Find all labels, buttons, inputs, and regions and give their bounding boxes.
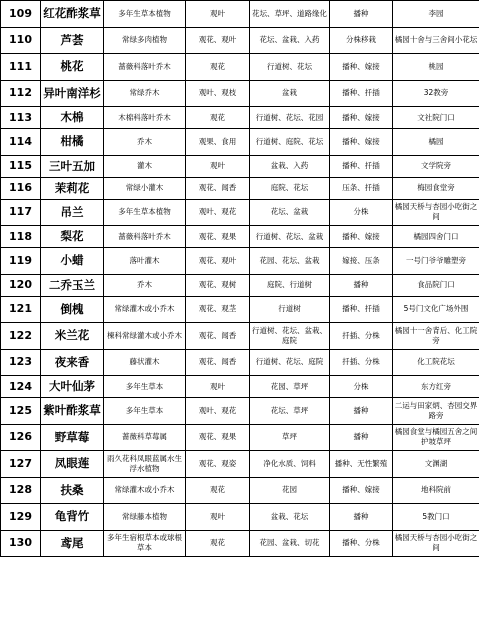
row-number: 122 [1,323,41,350]
plant-use: 盆栽 [250,80,330,107]
table-row [1,54,479,81]
plant-use: 花园、草坪 [250,376,330,398]
plant-location: 化工院花坛 [393,349,479,376]
plant-habit: 灌木 [104,155,186,177]
plant-name: 紫叶酢浆草 [41,398,104,425]
plant-use: 庭院、行道树 [250,274,330,296]
row-number: 115 [1,155,41,177]
row-number: 124 [1,376,41,398]
table-row [1,129,479,156]
plant-habit: 藤状灌木 [104,349,186,376]
plant-name: 米兰花 [41,323,104,350]
plant-use: 花园 [250,477,330,504]
plant-feature: 观花、观姿 [186,451,250,478]
plant-location: 文学院旁 [393,155,479,177]
table-row [1,155,479,177]
plant-habit: 乔木 [104,274,186,296]
plant-name: 红花酢浆草 [41,1,104,28]
table-row [1,504,479,531]
plant-name: 鸢尾 [41,530,104,557]
table-body [1,1,479,557]
plant-propagation: 播种 [330,398,393,425]
plant-use: 庭院、花坛 [250,177,330,199]
row-number: 125 [1,398,41,425]
plant-habit: 多年生草本 [104,398,186,425]
plant-name: 大叶仙茅 [41,376,104,398]
row-number: 129 [1,504,41,531]
row-number: 118 [1,226,41,248]
plant-habit: 乔木 [104,129,186,156]
plant-feature: 观花 [186,477,250,504]
plant-feature: 观叶、观花 [186,398,250,425]
plant-habit: 木棉科落叶乔木 [104,107,186,129]
table-row [1,274,479,296]
row-number: 116 [1,177,41,199]
plant-habit: 常绿藤本植物 [104,504,186,531]
plant-propagation: 分株 [330,199,393,226]
table-row [1,323,479,350]
plant-location: 东方红旁 [393,376,479,398]
row-number: 127 [1,451,41,478]
row-number: 128 [1,477,41,504]
plant-name: 异叶南洋杉 [41,80,104,107]
plant-propagation: 播种 [330,274,393,296]
plant-use: 花坛、盆栽、入药 [250,27,330,54]
plant-use: 花园、花坛、盆栽 [250,248,330,275]
plant-use: 花坛、草坪、道路缘化 [250,1,330,28]
row-number: 117 [1,199,41,226]
plant-habit: 常绿灌木或小乔木 [104,296,186,323]
plant-habit: 常绿灌木或小乔木 [104,477,186,504]
plant-name: 桃花 [41,54,104,81]
plant-use: 行道树、花坛、花园 [250,107,330,129]
plant-location: 文社院门口 [393,107,479,129]
plant-feature: 观叶、观枝 [186,80,250,107]
plant-location: 橘园天桥与杏园小吃街之间 [393,530,479,557]
plant-name: 茉莉花 [41,177,104,199]
plant-feature: 观花 [186,54,250,81]
table-row [1,349,479,376]
plant-habit: 落叶灌木 [104,248,186,275]
plant-feature: 观叶、观花 [186,199,250,226]
table-row [1,296,479,323]
plant-feature: 观花、观茎 [186,296,250,323]
plant-feature: 观果、食用 [186,129,250,156]
plant-propagation: 播种、无性繁殖 [330,451,393,478]
plant-location: 梅园食堂旁 [393,177,479,199]
plant-use: 净化水质、饲料 [250,451,330,478]
plant-name: 夜来香 [41,349,104,376]
plant-name: 柑橘 [41,129,104,156]
row-number: 121 [1,296,41,323]
plant-habit: 蔷薇科草莓属 [104,424,186,451]
row-number: 110 [1,27,41,54]
plant-location: 李园 [393,1,479,28]
plant-habit: 多年生宿根草本或球根草本 [104,530,186,557]
plant-habit: 多年生草本 [104,376,186,398]
plant-propagation: 扦插、分株 [330,349,393,376]
plant-feature: 观花、观叶 [186,27,250,54]
plant-use: 行道树、庭院、花坛 [250,129,330,156]
plant-feature: 观叶 [186,155,250,177]
row-number: 114 [1,129,41,156]
table-row [1,451,479,478]
plant-location: 橘园四舍门口 [393,226,479,248]
plant-propagation: 播种、嫁接 [330,54,393,81]
plant-location: 文渊湖 [393,451,479,478]
plant-name: 二乔玉兰 [41,274,104,296]
row-number: 126 [1,424,41,451]
plant-location: 5号门文化广场外围 [393,296,479,323]
plant-use: 花坛、草坪 [250,398,330,425]
plant-propagation: 扦插、分株 [330,323,393,350]
plant-propagation: 播种、扦插 [330,296,393,323]
plant-location: 食品院门口 [393,274,479,296]
table-row [1,376,479,398]
plant-feature: 观叶 [186,504,250,531]
plant-use: 花园、盆栽、切花 [250,530,330,557]
table-row [1,477,479,504]
plant-name: 倒槐 [41,296,104,323]
plant-habit: 蔷薇科落叶乔木 [104,226,186,248]
plant-feature: 观花、闻香 [186,349,250,376]
plant-use: 花坛、盆栽 [250,199,330,226]
plant-propagation: 播种、嫁接 [330,226,393,248]
table-row [1,199,479,226]
plant-propagation: 播种、扦插 [330,80,393,107]
plant-propagation: 播种、扦插 [330,155,393,177]
plant-name: 龟背竹 [41,504,104,531]
plant-propagation: 播种 [330,504,393,531]
table-row [1,530,479,557]
plant-use: 行道树、花坛、盆栽、庭院 [250,323,330,350]
plant-feature: 观花、观叶 [186,248,250,275]
plant-propagation: 播种 [330,424,393,451]
plant-propagation: 播种、嫁接 [330,129,393,156]
plant-feature: 观花、观果 [186,226,250,248]
row-number: 113 [1,107,41,129]
plant-feature: 观花、闻香 [186,177,250,199]
plant-habit: 雨久花科凤眼蓝属水生浮水植物 [104,451,186,478]
table-row [1,27,479,54]
plant-habit: 多年生草本植物 [104,199,186,226]
plant-habit: 常绿小灌木 [104,177,186,199]
plant-location: 橘园天桥与杏园小吃街之间 [393,199,479,226]
plant-location: 地科院前 [393,477,479,504]
plant-habit: 多年生草本植物 [104,1,186,28]
row-number: 111 [1,54,41,81]
plant-use: 行道树 [250,296,330,323]
plant-name: 小蜡 [41,248,104,275]
plant-feature: 观花 [186,530,250,557]
row-number: 109 [1,1,41,28]
plant-habit: 楝科常绿灌木或小乔木 [104,323,186,350]
table-row [1,107,479,129]
plant-location: 橘园十一舍背后、化工院旁 [393,323,479,350]
plant-location: 桃园 [393,54,479,81]
plant-name: 芦荟 [41,27,104,54]
plant-name: 三叶五加 [41,155,104,177]
plant-use: 行道树、花坛、盆栽 [250,226,330,248]
plant-propagation: 分株 [330,376,393,398]
plant-feature: 观叶 [186,376,250,398]
plant-location: 5教门口 [393,504,479,531]
plant-feature: 观花、观果 [186,424,250,451]
plant-habit: 常绿多肉植物 [104,27,186,54]
plant-feature: 观叶 [186,1,250,28]
plant-propagation: 播种、嫁接 [330,477,393,504]
table-row [1,424,479,451]
plant-feature: 观花 [186,107,250,129]
plant-use: 行道树、花坛、庭院 [250,349,330,376]
plant-propagation: 播种 [330,1,393,28]
table-row [1,80,479,107]
table-row [1,1,479,28]
plant-name: 凤眼莲 [41,451,104,478]
plant-name: 野草莓 [41,424,104,451]
plant-feature: 观花、观树 [186,274,250,296]
plant-location: 橘园 [393,129,479,156]
plant-use: 盆栽、花坛 [250,504,330,531]
plant-propagation: 播种、分株 [330,530,393,557]
plant-propagation: 压条、扦插 [330,177,393,199]
plant-location: 橘园十舍与三舍间小花坛 [393,27,479,54]
table-row [1,248,479,275]
row-number: 112 [1,80,41,107]
plant-feature: 观花、闻香 [186,323,250,350]
plant-location: 橘园食堂与橘园五舍之间护坡草坪 [393,424,479,451]
plant-location: 32教旁 [393,80,479,107]
plant-habit: 蔷薇科落叶乔木 [104,54,186,81]
plant-name: 扶桑 [41,477,104,504]
row-number: 119 [1,248,41,275]
row-number: 130 [1,530,41,557]
plant-location: 一号门爷爷雕塑旁 [393,248,479,275]
plant-use: 草坪 [250,424,330,451]
table-row [1,177,479,199]
row-number: 123 [1,349,41,376]
plant-habit: 常绿乔木 [104,80,186,107]
table-row [1,398,479,425]
plant-propagation: 播种、嫁接 [330,107,393,129]
plant-propagation: 分株移栽 [330,27,393,54]
plant-use: 行道树、花坛 [250,54,330,81]
plant-use: 盆栽、入药 [250,155,330,177]
plant-name: 木棉 [41,107,104,129]
plant-location: 二运与田家炳、杏园交界路旁 [393,398,479,425]
plant-propagation: 嫁接、压条 [330,248,393,275]
table-row [1,226,479,248]
plant-name: 吊兰 [41,199,104,226]
row-number: 120 [1,274,41,296]
plant-name: 梨花 [41,226,104,248]
